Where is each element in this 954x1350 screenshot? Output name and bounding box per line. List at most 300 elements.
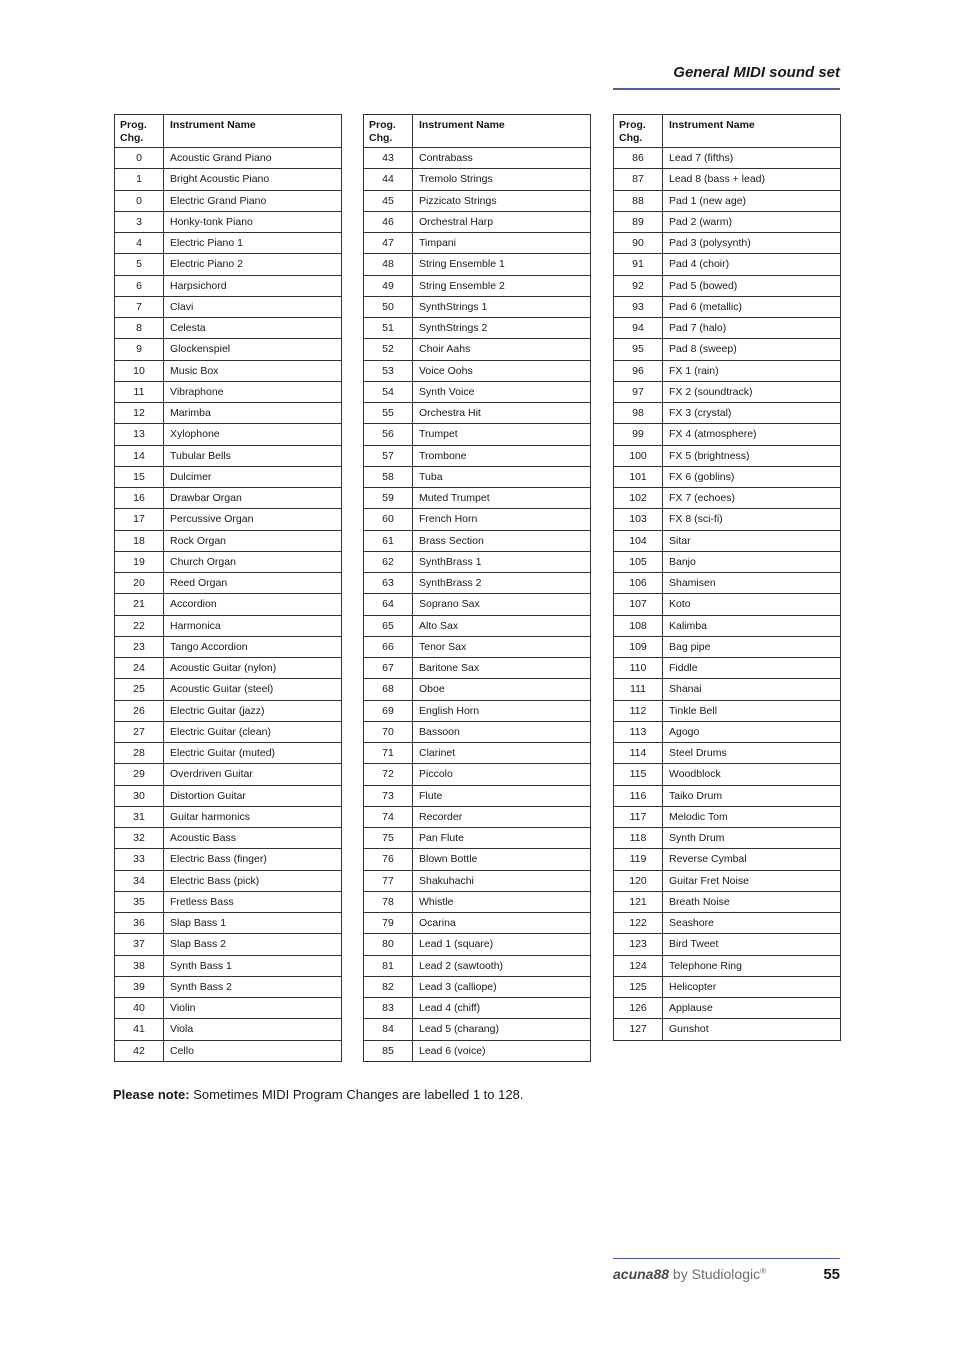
instrument-name-cell: Synth Bass 1 — [164, 955, 342, 976]
instrument-name-cell: Drawbar Organ — [164, 488, 342, 509]
table-row — [614, 381, 841, 402]
prog-chg-cell: 67 — [364, 658, 413, 679]
instrument-name-cell: French Horn — [413, 509, 591, 530]
instrument-name-cell: Lead 1 (square) — [413, 934, 591, 955]
instrument-name-cell: SynthBrass 1 — [413, 551, 591, 572]
table-header-row — [364, 115, 591, 148]
table-row — [364, 743, 591, 764]
prog-chg-cell: 1 — [115, 169, 164, 190]
prog-chg-cell: 44 — [364, 169, 413, 190]
table-row — [614, 849, 841, 870]
instrument-name-cell: Reed Organ — [164, 573, 342, 594]
instrument-name-cell: Banjo — [663, 551, 841, 572]
instrument-name-cell: Overdriven Guitar — [164, 764, 342, 785]
prog-chg-cell: 23 — [115, 636, 164, 657]
prog-chg-cell: 76 — [364, 849, 413, 870]
prog-chg-cell: 49 — [364, 275, 413, 296]
table-row — [115, 318, 342, 339]
table-row — [614, 169, 841, 190]
prog-chg-cell: 74 — [364, 806, 413, 827]
prog-chg-cell: 10 — [115, 360, 164, 381]
prog-chg-cell: 85 — [364, 1040, 413, 1061]
instrument-name-cell: Guitar Fret Noise — [663, 870, 841, 891]
prog-chg-cell: 0 — [115, 190, 164, 211]
instrument-name-cell: Lead 5 (charang) — [413, 1019, 591, 1040]
instrument-name-cell: Pad 7 (halo) — [663, 318, 841, 339]
table-row — [364, 381, 591, 402]
table-row — [364, 806, 591, 827]
prog-chg-cell: 15 — [115, 466, 164, 487]
table-row — [115, 190, 342, 211]
instrument-name-cell: Gunshot — [663, 1019, 841, 1040]
table-row — [614, 424, 841, 445]
midi-table-1 — [114, 114, 342, 1062]
prog-chg-cell: 30 — [115, 785, 164, 806]
prog-chg-cell: 91 — [614, 254, 663, 275]
table-row — [614, 785, 841, 806]
instrument-name-cell: Glockenspiel — [164, 339, 342, 360]
table-row — [115, 934, 342, 955]
instrument-name-cell: Pad 3 (polysynth) — [663, 233, 841, 254]
instrument-name-cell: Helicopter — [663, 976, 841, 997]
instrument-name-cell: Recorder — [413, 806, 591, 827]
instrument-name-cell: Violin — [164, 998, 342, 1019]
instrument-name-cell: Fiddle — [663, 658, 841, 679]
prog-chg-cell: 43 — [364, 148, 413, 169]
instrument-name-cell: Pad 5 (bowed) — [663, 275, 841, 296]
table-row — [364, 976, 591, 997]
table-row — [614, 509, 841, 530]
prog-chg-cell: 18 — [115, 530, 164, 551]
prog-chg-cell: 121 — [614, 891, 663, 912]
instrument-name-cell: Voice Oohs — [413, 360, 591, 381]
page-number: 55 — [823, 1266, 840, 1283]
table-row — [614, 254, 841, 275]
prog-chg-cell: 8 — [115, 318, 164, 339]
table-row — [364, 360, 591, 381]
instrument-name-cell: Tremolo Strings — [413, 169, 591, 190]
instrument-name-cell: Tinkle Bell — [663, 700, 841, 721]
prog-chg-cell: 6 — [115, 275, 164, 296]
table-row — [364, 466, 591, 487]
instrument-name-cell: English Horn — [413, 700, 591, 721]
table-row — [364, 1040, 591, 1061]
instrument-name-cell: SynthBrass 2 — [413, 573, 591, 594]
table-row — [364, 849, 591, 870]
instrument-name-cell: Bright Acoustic Piano — [164, 169, 342, 190]
instrument-name-cell: Shanai — [663, 679, 841, 700]
instrument-name-cell: Dulcimer — [164, 466, 342, 487]
prog-chg-cell: 32 — [115, 828, 164, 849]
table-row — [115, 573, 342, 594]
instrument-name-cell: Tubular Bells — [164, 445, 342, 466]
instrument-name-cell: Harmonica — [164, 615, 342, 636]
table-row — [614, 573, 841, 594]
instrument-name-cell: Oboe — [413, 679, 591, 700]
table-row — [614, 190, 841, 211]
prog-chg-cell: 98 — [614, 403, 663, 424]
prog-chg-cell: 125 — [614, 976, 663, 997]
prog-chg-cell: 57 — [364, 445, 413, 466]
prog-chg-cell: 19 — [115, 551, 164, 572]
prog-chg-cell: 87 — [614, 169, 663, 190]
instrument-name-cell: Church Organ — [164, 551, 342, 572]
table-row — [115, 700, 342, 721]
table-row — [364, 955, 591, 976]
prog-chg-cell: 14 — [115, 445, 164, 466]
prog-chg-cell: 52 — [364, 339, 413, 360]
table-row — [115, 466, 342, 487]
instrument-name-cell: Electric Guitar (jazz) — [164, 700, 342, 721]
table-row — [364, 658, 591, 679]
page-header — [613, 64, 840, 90]
prog-chg-cell: 82 — [364, 976, 413, 997]
prog-chg-cell: 101 — [614, 466, 663, 487]
table-row — [614, 976, 841, 997]
prog-chg-cell: 122 — [614, 913, 663, 934]
instrument-name-cell: Sitar — [663, 530, 841, 551]
table-row — [614, 955, 841, 976]
table-row — [115, 488, 342, 509]
table-row — [364, 275, 591, 296]
table-row — [115, 998, 342, 1019]
table-row — [115, 913, 342, 934]
table-row — [364, 551, 591, 572]
instrument-name-cell: Agogo — [663, 721, 841, 742]
table-row — [115, 615, 342, 636]
table-row — [115, 381, 342, 402]
instrument-name-cell: Pad 8 (sweep) — [663, 339, 841, 360]
table-row — [364, 339, 591, 360]
instrument-name-cell: Electric Guitar (clean) — [164, 721, 342, 742]
prog-chg-cell: 92 — [614, 275, 663, 296]
prog-chg-cell: 36 — [115, 913, 164, 934]
table-row — [614, 551, 841, 572]
instrument-name-cell: FX 8 (sci-fi) — [663, 509, 841, 530]
table-row — [614, 233, 841, 254]
table-row — [115, 211, 342, 232]
table-row — [115, 636, 342, 657]
instrument-name-cell: Acoustic Guitar (steel) — [164, 679, 342, 700]
brand-by: by Studiologic — [669, 1266, 761, 1282]
prog-chg-cell: 47 — [364, 233, 413, 254]
instrument-name-cell: Ocarina — [413, 913, 591, 934]
table-row — [115, 785, 342, 806]
table-row — [614, 403, 841, 424]
table-row — [115, 1040, 342, 1061]
table-row — [614, 211, 841, 232]
prog-chg-cell: 103 — [614, 509, 663, 530]
prog-chg-cell: 68 — [364, 679, 413, 700]
table-row — [115, 403, 342, 424]
table-row — [115, 721, 342, 742]
instrument-name-cell: FX 5 (brightness) — [663, 445, 841, 466]
table-row — [364, 870, 591, 891]
instrument-name-cell: SynthStrings 2 — [413, 318, 591, 339]
prog-chg-cell: 11 — [115, 381, 164, 402]
instrument-name-cell: Lead 3 (calliope) — [413, 976, 591, 997]
instrument-name-cell: Slap Bass 1 — [164, 913, 342, 934]
prog-chg-cell: 102 — [614, 488, 663, 509]
prog-chg-cell: 54 — [364, 381, 413, 402]
prog-chg-cell: 34 — [115, 870, 164, 891]
prog-chg-cell: 65 — [364, 615, 413, 636]
prog-chg-cell: 45 — [364, 190, 413, 211]
prog-chg-cell: 81 — [364, 955, 413, 976]
prog-chg-cell: 100 — [614, 445, 663, 466]
prog-chg-cell: 63 — [364, 573, 413, 594]
prog-chg-cell: 16 — [115, 488, 164, 509]
table-row — [115, 254, 342, 275]
registered-mark: ® — [760, 1266, 767, 1276]
prog-chg-cell: 61 — [364, 530, 413, 551]
table-row — [614, 530, 841, 551]
prog-chg-cell: 42 — [115, 1040, 164, 1061]
prog-chg-cell: 114 — [614, 743, 663, 764]
table-row — [614, 764, 841, 785]
prog-chg-cell: 21 — [115, 594, 164, 615]
instrument-name-cell: Lead 8 (bass + lead) — [663, 169, 841, 190]
table-header-row — [115, 115, 342, 148]
prog-chg-cell: 89 — [614, 211, 663, 232]
instrument-name-cell: Kalimba — [663, 615, 841, 636]
page-footer — [613, 1258, 840, 1290]
instrument-name-cell: FX 3 (crystal) — [663, 403, 841, 424]
instrument-name-cell: Piccolo — [413, 764, 591, 785]
instrument-name-cell: Orchestra Hit — [413, 403, 591, 424]
table-row — [614, 466, 841, 487]
prog-chg-cell: 78 — [364, 891, 413, 912]
instrument-name-cell: Marimba — [164, 403, 342, 424]
table-row — [614, 445, 841, 466]
table-row — [364, 530, 591, 551]
prog-chg-cell: 107 — [614, 594, 663, 615]
prog-chg-cell: 51 — [364, 318, 413, 339]
table-row — [115, 1019, 342, 1040]
instrument-name-cell: Whistle — [413, 891, 591, 912]
table-row — [115, 658, 342, 679]
prog-chg-cell: 7 — [115, 296, 164, 317]
prog-chg-cell: 83 — [364, 998, 413, 1019]
prog-chg-cell: 113 — [614, 721, 663, 742]
instrument-name-cell: Cello — [164, 1040, 342, 1061]
instrument-name-cell: Bag pipe — [663, 636, 841, 657]
instrument-name-cell: Synth Bass 2 — [164, 976, 342, 997]
table-row — [614, 891, 841, 912]
instrument-name-cell: Pad 1 (new age) — [663, 190, 841, 211]
instrument-name-cell: Reverse Cymbal — [663, 849, 841, 870]
table-header-row — [614, 115, 841, 148]
instrument-name-cell: Pad 4 (choir) — [663, 254, 841, 275]
table-row — [364, 998, 591, 1019]
instrument-name-cell: Trumpet — [413, 424, 591, 445]
table-row — [115, 551, 342, 572]
table-row — [115, 424, 342, 445]
table-row — [364, 615, 591, 636]
prog-chg-cell: 127 — [614, 1019, 663, 1040]
prog-chg-cell: 105 — [614, 551, 663, 572]
instrument-name-cell: FX 1 (rain) — [663, 360, 841, 381]
instrument-name-header: Instrument Name — [413, 115, 591, 148]
table-row — [614, 913, 841, 934]
prog-chg-cell: 5 — [115, 254, 164, 275]
table-row — [364, 233, 591, 254]
prog-chg-cell: 123 — [614, 934, 663, 955]
prog-chg-cell: 104 — [614, 530, 663, 551]
prog-chg-cell: 25 — [115, 679, 164, 700]
prog-chg-cell: 40 — [115, 998, 164, 1019]
instrument-name-cell: Muted Trumpet — [413, 488, 591, 509]
instrument-name-cell: Viola — [164, 1019, 342, 1040]
prog-chg-cell: 75 — [364, 828, 413, 849]
prog-chg-cell: 95 — [614, 339, 663, 360]
prog-chg-cell: 116 — [614, 785, 663, 806]
table-row — [614, 296, 841, 317]
instrument-name-cell: Pizzicato Strings — [413, 190, 591, 211]
prog-chg-cell: 77 — [364, 870, 413, 891]
prog-chg-cell: 94 — [614, 318, 663, 339]
prog-chg-header: Prog. Chg. — [364, 115, 413, 148]
instrument-name-cell: Choir Aahs — [413, 339, 591, 360]
instrument-name-cell: FX 7 (echoes) — [663, 488, 841, 509]
table-row — [364, 764, 591, 785]
prog-chg-cell: 20 — [115, 573, 164, 594]
prog-chg-cell: 13 — [115, 424, 164, 445]
prog-chg-cell: 96 — [614, 360, 663, 381]
table-row — [115, 679, 342, 700]
prog-chg-cell: 90 — [614, 233, 663, 254]
prog-chg-cell: 99 — [614, 424, 663, 445]
instrument-name-cell: Slap Bass 2 — [164, 934, 342, 955]
table-row — [614, 636, 841, 657]
instrument-name-cell: Vibraphone — [164, 381, 342, 402]
instrument-name-cell: Timpani — [413, 233, 591, 254]
table-row — [364, 1019, 591, 1040]
prog-chg-header: Prog. Chg. — [115, 115, 164, 148]
table-row — [364, 721, 591, 742]
table-row — [614, 828, 841, 849]
table-row — [115, 891, 342, 912]
prog-chg-cell: 73 — [364, 785, 413, 806]
table-row — [115, 296, 342, 317]
instrument-name-cell: Pad 2 (warm) — [663, 211, 841, 232]
instrument-name-cell: Acoustic Bass — [164, 828, 342, 849]
section-title: General MIDI sound set — [673, 64, 840, 81]
instrument-name-cell: Electric Piano 1 — [164, 233, 342, 254]
instrument-name-cell: Electric Bass (pick) — [164, 870, 342, 891]
table-row — [614, 679, 841, 700]
table-row — [614, 721, 841, 742]
instrument-name-cell: Lead 7 (fifths) — [663, 148, 841, 169]
prog-chg-cell: 12 — [115, 403, 164, 424]
table-row — [364, 403, 591, 424]
instrument-name-cell: Breath Noise — [663, 891, 841, 912]
prog-chg-cell: 26 — [115, 700, 164, 721]
midi-table-3 — [613, 114, 841, 1041]
prog-chg-cell: 115 — [614, 764, 663, 785]
prog-chg-cell: 93 — [614, 296, 663, 317]
table-row — [614, 594, 841, 615]
prog-chg-cell: 106 — [614, 573, 663, 594]
table-row — [115, 870, 342, 891]
table-row — [614, 700, 841, 721]
table-row — [364, 169, 591, 190]
instrument-name-cell: Rock Organ — [164, 530, 342, 551]
prog-chg-cell: 41 — [115, 1019, 164, 1040]
prog-chg-cell: 79 — [364, 913, 413, 934]
table-row — [115, 233, 342, 254]
table-row — [364, 934, 591, 955]
table-row — [364, 148, 591, 169]
instrument-name-cell: Applause — [663, 998, 841, 1019]
instrument-name-cell: Shakuhachi — [413, 870, 591, 891]
table-row — [115, 828, 342, 849]
prog-chg-cell: 22 — [115, 615, 164, 636]
instrument-name-cell: Distortion Guitar — [164, 785, 342, 806]
prog-chg-cell: 28 — [115, 743, 164, 764]
prog-chg-cell: 35 — [115, 891, 164, 912]
instrument-name-cell: Acoustic Grand Piano — [164, 148, 342, 169]
instrument-name-cell: Synth Drum — [663, 828, 841, 849]
instrument-name-cell: Tango Accordion — [164, 636, 342, 657]
instrument-name-cell: String Ensemble 1 — [413, 254, 591, 275]
table-row — [364, 211, 591, 232]
instrument-name-cell: Clavi — [164, 296, 342, 317]
table-row — [364, 318, 591, 339]
prog-chg-cell: 97 — [614, 381, 663, 402]
prog-chg-cell: 4 — [115, 233, 164, 254]
instrument-name-cell: Accordion — [164, 594, 342, 615]
instrument-name-cell: Pad 6 (metallic) — [663, 296, 841, 317]
instrument-name-cell: Electric Guitar (muted) — [164, 743, 342, 764]
table-row — [115, 275, 342, 296]
prog-chg-cell: 108 — [614, 615, 663, 636]
instrument-name-cell: Baritone Sax — [413, 658, 591, 679]
table-row — [364, 636, 591, 657]
table-row — [115, 955, 342, 976]
instrument-name-cell: Lead 2 (sawtooth) — [413, 955, 591, 976]
instrument-name-cell: Electric Bass (finger) — [164, 849, 342, 870]
instrument-name-cell: Brass Section — [413, 530, 591, 551]
table-row — [614, 658, 841, 679]
table-row — [364, 573, 591, 594]
table-row — [115, 594, 342, 615]
instrument-name-cell: Koto — [663, 594, 841, 615]
prog-chg-cell: 80 — [364, 934, 413, 955]
note-text: Sometimes MIDI Program Changes are labelled 1 to 128. — [189, 1087, 524, 1102]
table-row — [614, 318, 841, 339]
table-row — [614, 360, 841, 381]
note-label: Please note: — [113, 1087, 190, 1102]
instrument-name-cell: FX 2 (soundtrack) — [663, 381, 841, 402]
prog-chg-cell: 117 — [614, 806, 663, 827]
table-row — [614, 339, 841, 360]
table-row — [115, 849, 342, 870]
prog-chg-cell: 69 — [364, 700, 413, 721]
prog-chg-cell: 66 — [364, 636, 413, 657]
table-row — [115, 360, 342, 381]
prog-chg-cell: 88 — [614, 190, 663, 211]
table-row — [364, 509, 591, 530]
instrument-name-cell: Soprano Sax — [413, 594, 591, 615]
instrument-name-cell: Woodblock — [663, 764, 841, 785]
table-row — [614, 615, 841, 636]
table-row — [115, 169, 342, 190]
instrument-name-cell: Flute — [413, 785, 591, 806]
instrument-name-cell: Pan Flute — [413, 828, 591, 849]
prog-chg-cell: 110 — [614, 658, 663, 679]
prog-chg-cell: 70 — [364, 721, 413, 742]
